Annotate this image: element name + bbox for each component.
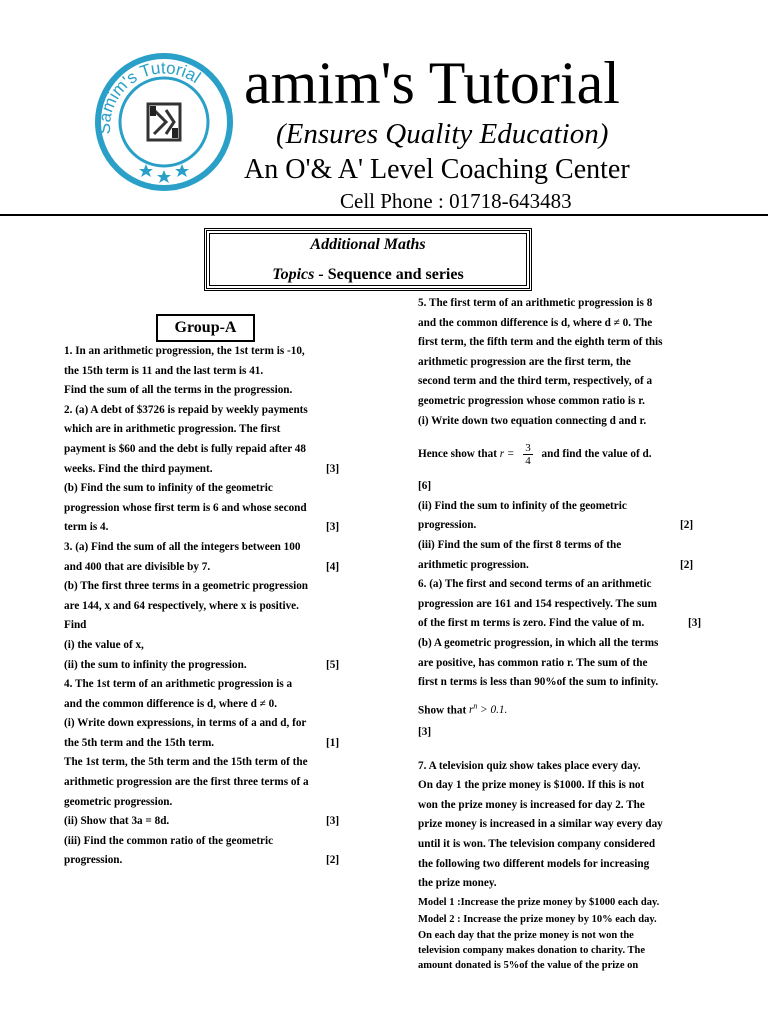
question-line: and 400 that are divisible by 7. [4]	[64, 558, 354, 578]
question-line: arithmetic progression are the first three terms of a	[64, 776, 309, 789]
marks: [1]	[326, 736, 340, 749]
marks: [3]	[326, 521, 340, 534]
marks: [3]	[326, 462, 340, 475]
marks: [4]	[326, 560, 340, 573]
topics-value: Sequence and series	[327, 266, 464, 283]
r-equation: r =	[499, 448, 515, 461]
marks: [2]	[680, 519, 694, 532]
question-line: On day 1 the prize money is $1000. If this is not	[418, 779, 645, 792]
question-line: (ii) Find the sum to infinity of the geometric	[418, 499, 627, 512]
question-line: of the first m terms is zero. Find the value of m. [3]	[418, 614, 704, 634]
marks: [2]	[680, 558, 694, 571]
question-line: (b) Find the sum to infinity of the geometric	[64, 482, 273, 495]
question-line: 7. A television quiz show takes place every day.	[418, 759, 641, 772]
question-line: are 144, x and 64 respectively, where x is positive.	[64, 599, 299, 612]
rn-inequality: $r^n > 0.1$.	[468, 701, 508, 717]
topics-line	[204, 266, 532, 284]
question-line: On each day that the prize money is not won the	[418, 929, 634, 941]
marks: [3]	[688, 617, 702, 630]
question-line: television company makes donation to charity. The	[418, 944, 646, 956]
marks: [3]	[326, 815, 340, 828]
question-line: 6. (a) The first and second terms of an arithmetic	[418, 578, 652, 591]
question-line: and the common difference is d, where d ≠ 0. The	[418, 316, 653, 329]
institute-title: amim's Tutorial	[244, 50, 620, 116]
question-line: arithmetic progression. [2]	[418, 556, 704, 576]
marks: [3]	[418, 726, 432, 739]
marks: [2]	[326, 854, 340, 867]
question-line: (i) Write down two equation connecting d and r.	[418, 414, 647, 427]
question-line: geometric progression whose common ratio is r.	[418, 394, 645, 407]
question-line: Model 1 :Increase the prize money by $1000 each day.	[418, 896, 660, 908]
question-line: arithmetic progression are the first term, the	[418, 355, 631, 368]
question-line: the 5th term and the 15th term. [1]	[64, 734, 354, 754]
question-line: first term, the fifth term and the eighth term of this	[418, 336, 663, 349]
question-line: (iii) Find the common ratio of the geometric	[64, 834, 274, 847]
question-line: 3. (a) Find the sum of all the integers between 100	[64, 540, 301, 553]
question-line: progression whose first term is 6 and whose second	[64, 501, 307, 514]
tagline: (Ensures Quality Education)	[276, 118, 609, 150]
question-line: amount donated is 5%of the value of the prize on	[418, 959, 639, 971]
question-line: (iii) Find the sum of the first 8 terms of the	[418, 538, 622, 551]
question-line: weeks. Find the third payment. [3]	[64, 460, 354, 480]
question-line: Show that $r^n > 0.1$.	[418, 701, 508, 717]
question-line: which are in arithmetic progression. The first	[64, 423, 281, 436]
question-line: progression. [2]	[64, 851, 354, 871]
marks: [6]	[418, 480, 432, 493]
question-line: prize money is increased in a similar way every day	[418, 818, 663, 831]
question-line: and the common difference is d, where d ≠ 0.	[64, 697, 277, 710]
right-column	[418, 294, 704, 973]
question-line: the following two different models for increasing	[418, 857, 650, 870]
question-line: Find the sum of all the terms in the progression.	[64, 384, 293, 397]
subject-title: Additional Maths	[310, 236, 426, 253]
fraction: $\frac{3}{4}$	[525, 442, 531, 468]
question-line: 2. (a) A debt of $3726 is repaid by weekly payments	[64, 403, 308, 416]
logo-seal	[94, 52, 234, 192]
question-line: The 1st term, the 5th term and the 15th term of the	[64, 756, 308, 769]
marks: [5]	[326, 658, 340, 671]
question-line: until it is won. The television company considered	[418, 837, 656, 850]
question-line: (i) the value of x,	[64, 638, 144, 651]
question-line: term is 4. [3]	[64, 518, 354, 538]
question-line: progression are 161 and 154 respectively. The sum	[418, 597, 657, 610]
question-line: the prize money.	[418, 877, 497, 890]
question-line: payment is $60 and the debt is fully repaid after 48	[64, 442, 306, 455]
question-line: won the prize money is increased for day 2. The	[418, 798, 645, 811]
cell-phone: Cell Phone : 01718-643483	[340, 189, 572, 213]
question-line: (b) The first three terms in a geometric progression	[64, 580, 309, 593]
question-line: Find	[64, 619, 87, 632]
svg-text:Samim's Tutorial: Samim's Tutorial	[94, 58, 205, 135]
question-line: progression. [2]	[418, 516, 704, 536]
question-line: second term and the third term, respectively, of a	[418, 375, 653, 388]
left-column	[64, 342, 354, 871]
question-line: geometric progression.	[64, 795, 173, 808]
question-line: (i) Write down expressions, in terms of a and d, for	[64, 717, 307, 730]
question-line: (ii) Show that 3a = 8d. [3]	[64, 812, 354, 832]
question-line: 4. The 1st term of an arithmetic progression is a	[64, 678, 293, 691]
question-line: 1. In an arithmetic progression, the 1st term is -10,	[64, 345, 305, 357]
question-line: the 15th term is 11 and the last term is 41.	[64, 364, 264, 377]
question-line: Model 2 : Increase the prize money by 10% each day.	[418, 913, 657, 925]
question-line: Hence show that r = $\frac{3}{4}$ and find the value of d.	[418, 442, 652, 468]
question-line: 5. The first term of an arithmetic progression is 8	[418, 297, 653, 309]
coaching-center-line: An O'& A' Level Coaching Center	[244, 154, 630, 185]
question-line: (b) A geometric progression, in which all the terms	[418, 636, 659, 649]
question-line: first n terms is less than 90%of the sum to infinity.	[418, 676, 659, 689]
header-divider	[0, 214, 768, 216]
group-label: Group-A	[156, 314, 255, 342]
question-line: are positive, has common ratio r. The sum of the	[418, 656, 648, 669]
topics-label: Topics -	[272, 266, 324, 283]
question-line: (ii) the sum to infinity the progression. [5]	[64, 656, 354, 676]
